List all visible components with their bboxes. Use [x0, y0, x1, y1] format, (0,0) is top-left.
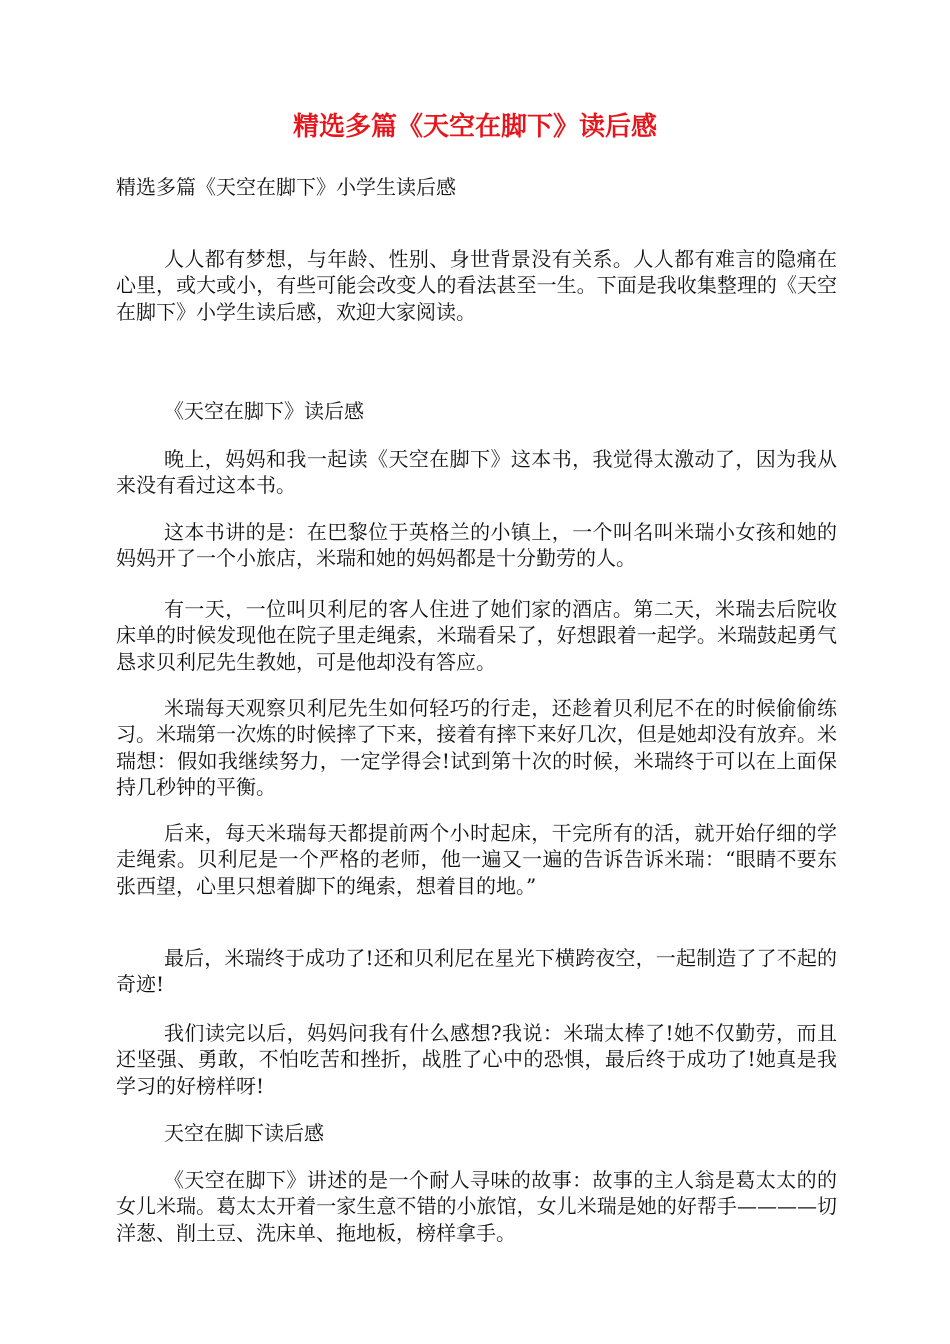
paragraph: 这本书讲的是：在巴黎位于英格兰的小镇上，一个叫名叫米瑞小女孩和她的妈妈开了一个小旅店，米瑞和她的妈妈都是十分勤劳的人。	[116, 520, 837, 571]
document-subtitle: 精选多篇《天空在脚下》小学生读后感	[116, 175, 456, 199]
document-title: 精选多篇《天空在脚下》读后感	[292, 112, 657, 142]
section-heading-2: 天空在脚下读后感	[164, 1121, 324, 1145]
paragraph: 最后，米瑞终于成功了!还和贝利尼在星光下横跨夜空，一起制造了了不起的奇迹!	[116, 946, 837, 997]
paragraph: 我们读完以后，妈妈问我有什么感想?我说：米瑞太棒了!她不仅勤劳，而且还坚强、勇敢，不怕吃苦和挫折，战胜了心中的恐惧，最后终于成功了!她真是我学习的好榜样呀!	[116, 1021, 837, 1098]
paragraph: 《天空在脚下》讲述的是一个耐人寻味的故事：故事的主人翁是葛太太的的女儿米瑞。葛太太开着一家生意不错的小旅馆，女儿米瑞是她的好帮手————切洋葱、削土豆、洗床单、拖地板，榜样拿手。	[116, 1168, 837, 1245]
section-heading-1: 《天空在脚下》读后感	[164, 399, 364, 423]
paragraph: 后来，每天米瑞每天都提前两个小时起床，干完所有的活，就开始仔细的学走绳索。贝利尼是一个严格的老师，他一遍又一遍的告诉告诉米瑞：“眼睛不要东张西望，心里只想着脚下的绳索，想着目的地。”	[116, 821, 837, 898]
paragraph: 米瑞每天观察贝利尼先生如何轻巧的行走，还趁着贝利尼不在的时候偷偷练习。米瑞第一次炼的时候摔了下来，接着有摔下来好几次，但是她却没有放弃。米瑞想：假如我继续努力，一定学得会!试到第十次的时候，米瑞终于可以在上面保持几秒钟的平衡。	[116, 696, 837, 799]
paragraph: 有一天，一位叫贝利尼的客人住进了她们家的酒店。第二天，米瑞去后院收床单的时候发现他在院子里走绳索，米瑞看呆了，好想跟着一起学。米瑞鼓起勇气恳求贝利尼先生教她，可是他却没有答应。	[116, 597, 837, 674]
paragraph-intro: 人人都有梦想，与年龄、性别、身世背景没有关系。人人都有难言的隐痛在心里，或大或小，有些可能会改变人的看法甚至一生。下面是我收集整理的《天空在脚下》小学生读后感，欢迎大家阅读。	[116, 247, 837, 324]
paragraph: 晚上，妈妈和我一起读《天空在脚下》这本书，我觉得太激动了，因为我从来没有看过这本书。	[116, 447, 837, 498]
